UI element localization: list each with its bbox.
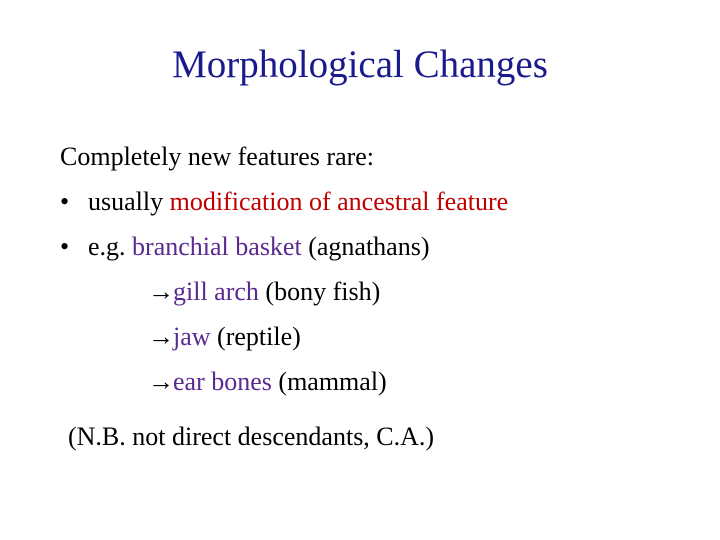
bullet-icon: • <box>60 232 70 261</box>
chain-item-jaw <box>148 322 301 352</box>
bullet2-trail: (agnathans) <box>301 232 430 261</box>
bullet-item-example <box>60 232 429 262</box>
bullet-item-modification <box>60 187 508 217</box>
footnote: (N.B. not direct descendants, C.A.) <box>68 422 435 451</box>
bullet1-lead: usually <box>88 187 170 216</box>
arrow-right-icon: → <box>148 322 174 351</box>
bullet2-highlight: branchial basket <box>132 232 302 261</box>
chain-group: (mammal) <box>271 367 387 396</box>
chain-group: (bony fish) <box>258 277 381 306</box>
chain-term: ear bones <box>173 367 272 396</box>
bullet2-lead: e.g. <box>88 232 133 261</box>
chain-group: (reptile) <box>210 322 301 351</box>
chain-term: gill arch <box>173 277 259 306</box>
arrow-right-icon: → <box>148 277 174 306</box>
intro-line: Completely new features rare: <box>60 142 375 171</box>
chain-item-gill-arch <box>148 277 380 307</box>
chain-item-ear-bones <box>148 367 387 397</box>
arrow-right-icon: → <box>148 367 174 396</box>
bullet-icon: • <box>60 187 70 216</box>
bullet1-highlight: modification of ancestral feature <box>169 187 509 216</box>
chain-term: jaw <box>173 322 211 351</box>
slide-title: Morphological Changes <box>172 43 548 86</box>
